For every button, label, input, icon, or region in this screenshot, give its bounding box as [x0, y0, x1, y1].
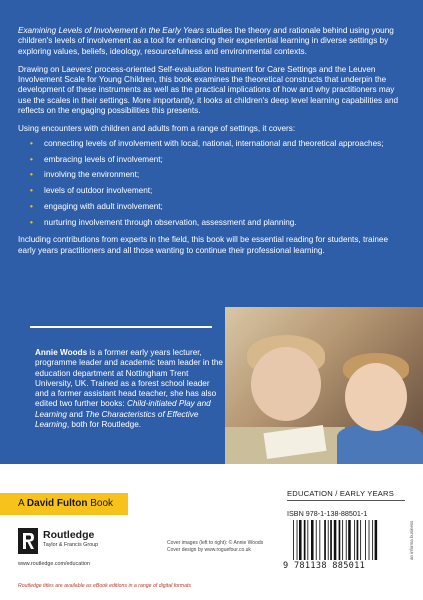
blurb — [18, 26, 404, 264]
barcode-bar — [346, 520, 347, 560]
barcode-bar — [297, 520, 298, 560]
book-title: Examining Levels of Involvement in the Early Years — [18, 26, 204, 35]
imprint-name: David Fulton — [26, 498, 88, 509]
photo-child-face — [345, 363, 407, 431]
publisher-name: Routledge — [43, 529, 95, 541]
author-bio — [35, 348, 225, 430]
barcode-bar — [311, 520, 314, 560]
list-item-text: embracing levels of involvement; — [44, 154, 163, 164]
bullet-icon: • — [30, 138, 33, 148]
barcode-bar — [342, 520, 343, 560]
barcode-bar — [307, 520, 308, 560]
credit-images: Cover images (left to right): © Annie Woods — [167, 540, 264, 546]
section-divider — [30, 326, 212, 328]
topic-list — [30, 139, 404, 229]
cover-credits — [167, 540, 263, 554]
list-item-text: involving the environment; — [44, 170, 140, 180]
imprint-label — [18, 498, 113, 509]
blurb-paragraph-1 — [18, 26, 404, 57]
barcode-bar — [316, 520, 317, 560]
category-underline — [287, 500, 405, 501]
barcode-bar — [319, 520, 320, 560]
list-item-text: nurturing involvement through observation, assessment and planning. — [44, 218, 297, 228]
publisher-group: Taylor & Francis Group — [43, 542, 99, 548]
list-item-text: connecting levels of involvement with local, national, international and theoretical approaches; — [44, 138, 384, 148]
bullet-icon: • — [30, 186, 33, 196]
bullet-icon: • — [30, 202, 33, 212]
blurb-paragraph-1-text: studies the theory and rationale behind using young children's levels of involvement as a tool for enhancing their experiential learning in diverse settings by exploring values, beliefs, ideology, resourcefulness and environmental contexts. — [18, 26, 394, 56]
publisher-website[interactable]: www.routledge.com/education — [18, 561, 90, 567]
barcode-bar — [354, 520, 355, 560]
barcode-bar — [357, 520, 359, 560]
bullet-icon: • — [30, 154, 33, 164]
barcode-bar — [293, 520, 294, 560]
ebook-note: Routledge titles are available as eBook editions in a range of digital formats — [18, 583, 192, 589]
list-item — [30, 155, 404, 165]
barcode-bar — [372, 520, 373, 560]
list-item — [30, 202, 404, 212]
bullet-icon: • — [30, 218, 33, 228]
barcode-bar — [369, 520, 370, 560]
list-item — [30, 170, 404, 180]
photo-child-face — [251, 347, 321, 421]
imprint-suffix: Book — [87, 498, 114, 509]
blurb-paragraph-2: Drawing on Laevers' process-oriented Self-evaluation Instrument for Care Settings and the Leuven Involvement Scale for Young Children, this book examines the theoretical constructs that underpin the development of these instruments as well as the practical implications of how and why practitioners may use the scales in their settings. More importantly, it looks at children's deep level learning capabilities and reflects on the engaging possibilities this presents. — [18, 64, 399, 116]
author-bio-and: and — [66, 409, 86, 419]
author-bio-end: , both for Routledge. — [66, 420, 142, 430]
list-item — [30, 218, 404, 228]
barcode-bar — [299, 520, 302, 560]
isbn-label: ISBN 978-1-138-88501-1 — [287, 509, 368, 518]
barcode-bar — [365, 520, 366, 560]
photo-child-shirt — [337, 425, 423, 464]
blurb-paragraph-4: Including contributions from experts in the field, this book will be essential reading for students, trainee early years practitioners and all those wanting to continue their professional learning. — [18, 235, 389, 255]
barcode-bar — [348, 520, 351, 560]
list-item — [30, 139, 404, 149]
barcode-bar — [304, 520, 306, 560]
barcode-bar — [324, 520, 326, 560]
author-bio-text: is a former early years lecturer, programme leader and academic team leader in the education department at Nottingham Trent University, UK. Trained as a forest school leader and a former assistant head teacher, she has also edited two further books: — [35, 348, 223, 409]
children-photo — [225, 307, 423, 464]
barcode-bar — [339, 520, 341, 560]
list-item — [30, 186, 404, 196]
barcode-bar — [330, 520, 332, 560]
author-book-2: The Characteristics of Effective Learning — [35, 409, 199, 430]
barcode-bar — [328, 520, 329, 560]
barcode-digits: 9 781138 885011 — [283, 561, 366, 571]
barcode-bar — [375, 520, 378, 560]
barcode-bar — [334, 520, 337, 560]
subject-category: EDUCATION / EARLY YEARS — [287, 489, 395, 498]
bullet-icon: • — [30, 170, 33, 180]
author-name: Annie Woods — [35, 348, 88, 357]
barcode-bar — [360, 520, 361, 560]
credit-design: Cover design by www.roguefour.co.uk — [167, 547, 251, 553]
list-item-text: engaging with adult involvement; — [44, 202, 163, 212]
author-book-1: Child-initiated Play and Learning — [35, 399, 211, 419]
imprint-prefix: A — [18, 498, 27, 509]
barcode — [291, 520, 405, 560]
list-item-text: levels of outdoor involvement; — [44, 186, 153, 196]
informa-tagline: an informa business — [409, 520, 414, 560]
blurb-paragraph-3: Using encounters with children and adults from a range of settings, it covers: — [18, 124, 296, 134]
routledge-logo-icon — [18, 528, 38, 554]
